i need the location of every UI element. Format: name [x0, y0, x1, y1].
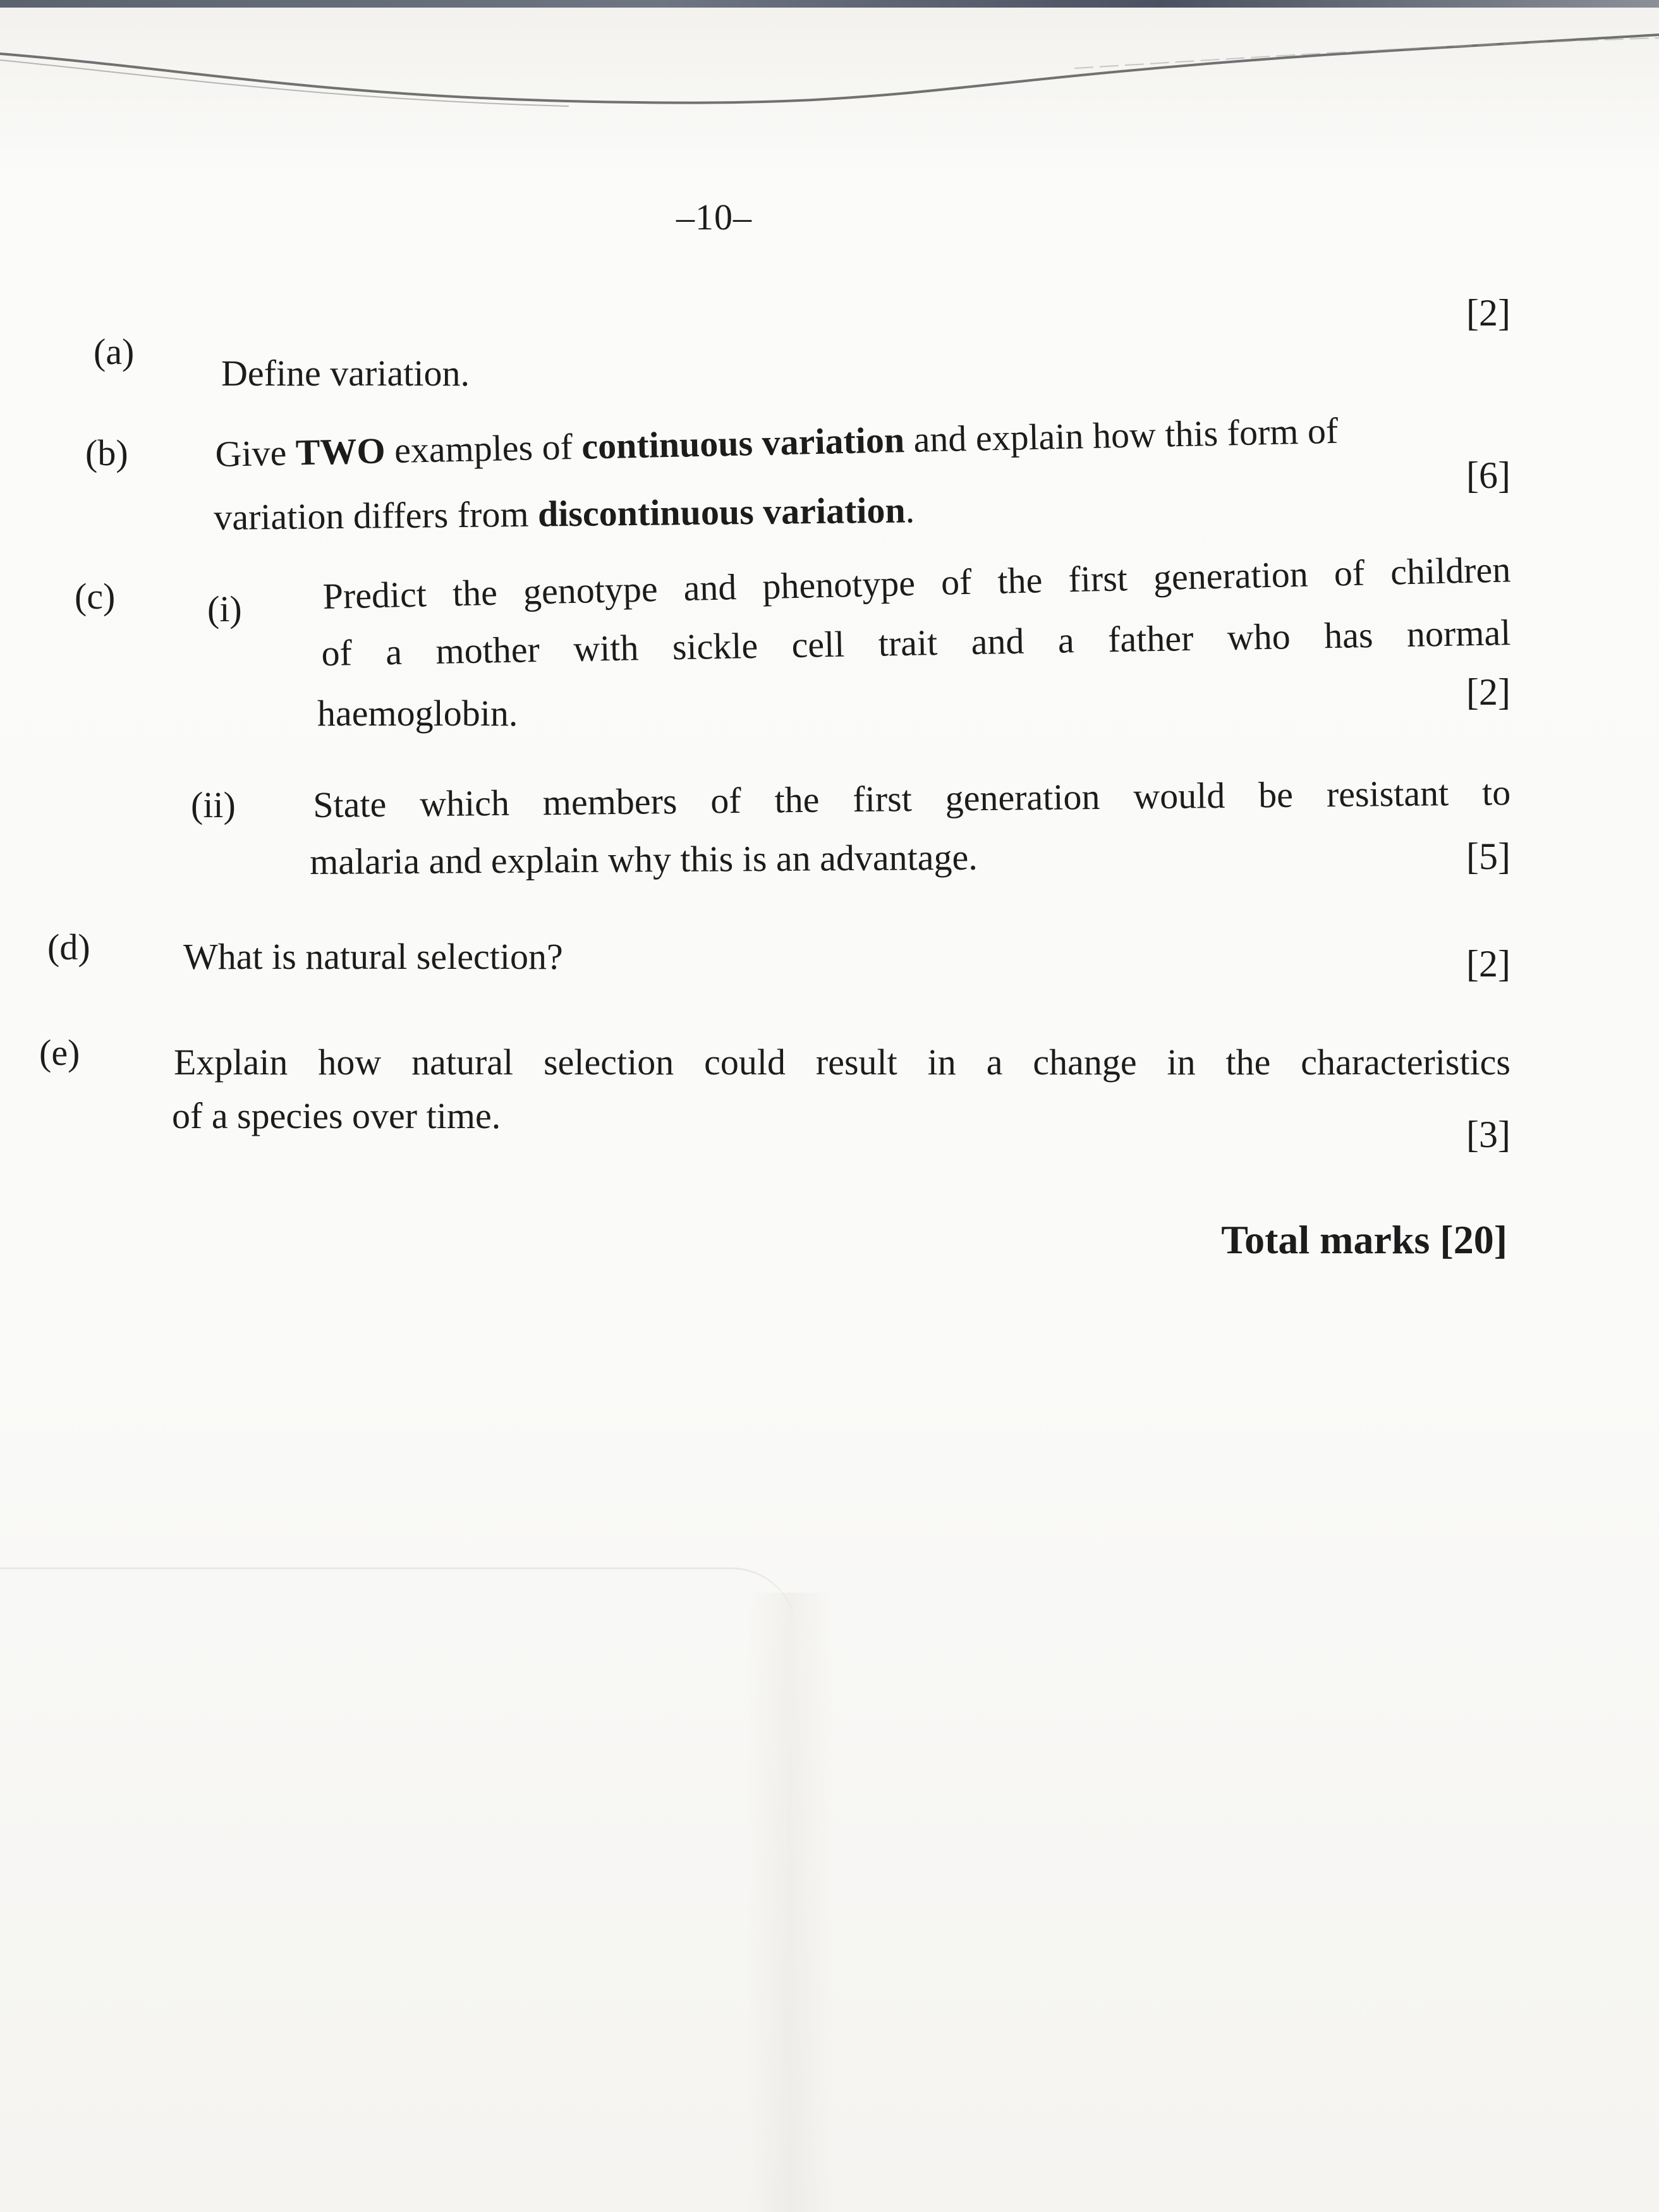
question-c-ii-line1: State which members of the first generation would be resistant to: [312, 772, 1511, 825]
question-c-i-line3: haemoglobin.: [317, 693, 518, 734]
marks-c-i: [2]: [1466, 671, 1510, 713]
question-c-i-label: (i): [207, 588, 242, 629]
question-d-label: (d): [47, 927, 90, 968]
question-a-label: (a): [94, 331, 135, 372]
question-c-i-line2: of a mother with sickle cell trait and a father who has normal: [320, 612, 1511, 674]
question-b-line2: [213, 489, 915, 538]
paper-fold-shadow: [746, 1593, 834, 2212]
question-d-text: What is natural selection?: [183, 936, 563, 977]
paper-fold-line: [0, 1567, 796, 1632]
question-a-text: Define variation.: [221, 353, 470, 394]
text-span: variation differs from: [213, 493, 538, 538]
text-span: Give: [214, 432, 296, 475]
question-b-line1: [215, 409, 1511, 473]
question-e-line2: of a species over time.: [172, 1095, 501, 1136]
question-e-label: (e): [39, 1032, 80, 1073]
question-e-line1: Explain how natural selection could result in a change in the characteristics: [174, 1042, 1510, 1083]
text-span: .: [905, 489, 915, 531]
page-number: –10–: [676, 197, 752, 238]
marks-b: [6]: [1466, 454, 1510, 496]
marks-e: [3]: [1466, 1114, 1510, 1155]
text-span: and explain how this form of: [904, 410, 1339, 461]
bold-discontinuous-variation: discontinuous variation: [537, 489, 906, 535]
marks-a-header: [2]: [1466, 292, 1510, 334]
question-c-label: (c): [75, 576, 116, 617]
marks-c-ii: [5]: [1466, 836, 1510, 877]
question-c-ii-line2: malaria and explain why this is an advantage.: [309, 836, 978, 882]
marks-d: [2]: [1466, 943, 1510, 985]
total-marks: Total marks [20]: [1221, 1217, 1507, 1262]
bold-two: TWO: [295, 430, 386, 473]
question-c-ii-label: (ii): [191, 784, 236, 825]
paper-edge-lines: [0, 0, 1659, 114]
bold-continuous-variation: continuous variation: [581, 419, 905, 467]
question-c-i-line1: Predict the genotype and phenotype of the first generation of children: [322, 549, 1511, 617]
question-b-label: (b): [85, 432, 128, 473]
text-span: examples of: [384, 425, 583, 471]
